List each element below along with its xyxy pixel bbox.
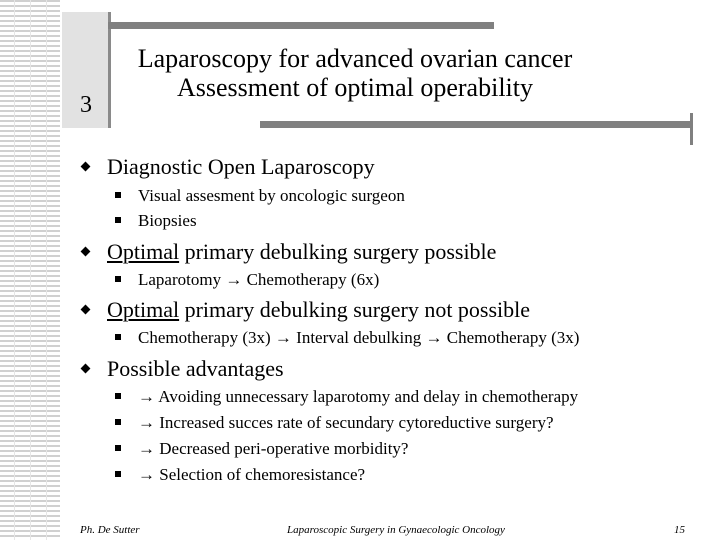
sub-bullet-text: → Decreased peri-operative morbidity? [138, 439, 409, 458]
square-bullet-icon [115, 276, 121, 282]
bullet-text-rest: primary debulking surgery possible [179, 239, 497, 264]
footer-center-title: Laparoscopic Surgery in Gynaecologic Oncology [287, 524, 505, 536]
square-bullet-icon [115, 419, 121, 425]
title-line-2: Assessment of optimal operability [176, 73, 533, 102]
bullet-text: Diagnostic Open Laparoscopy [107, 154, 375, 179]
underlined-word: Optimal [107, 297, 180, 322]
bullet-text: Possible advantages [107, 356, 284, 381]
square-bullet-icon [115, 471, 121, 477]
square-bullet-icon [115, 192, 121, 198]
square-bullet-icon [115, 217, 121, 223]
diamond-bullet-icon [81, 247, 91, 257]
bullet-text [107, 239, 496, 265]
sub-bullet-text: Laparotomy → Chemotherapy (6x) [138, 270, 380, 289]
footer-author: Ph. De Sutter [80, 524, 140, 536]
diamond-bullet-icon [81, 305, 91, 315]
sub-bullet-text: Biopsies [138, 211, 197, 230]
underlined-word: Optimal [107, 239, 180, 264]
slide-number: 3 [80, 92, 92, 118]
square-bullet-icon [115, 393, 121, 399]
footer-page-number: 15 [674, 524, 685, 536]
diamond-bullet-icon [81, 162, 91, 172]
sub-bullet-text: → Increased succes rate of secundary cytoreductive surgery? [138, 413, 554, 432]
bullet-text [107, 297, 530, 323]
square-bullet-icon [115, 445, 121, 451]
square-bullet-icon [115, 334, 121, 340]
bullet-text-rest: primary debulking surgery not possible [179, 297, 531, 322]
sub-bullet-text: → Avoiding unnecessary laparotomy and delay in chemotherapy [138, 387, 579, 406]
diamond-bullet-icon [81, 364, 91, 374]
sub-bullet-text: Chemotherapy (3x) → Interval debulking → Chemotherapy (3x) [138, 328, 580, 347]
sub-bullet-text: → Selection of chemoresistance? [138, 465, 366, 484]
title-line-1: Laparoscopy for advanced ovarian cancer [137, 44, 573, 73]
sub-bullet-text: Visual assesment by oncologic surgeon [138, 186, 405, 205]
